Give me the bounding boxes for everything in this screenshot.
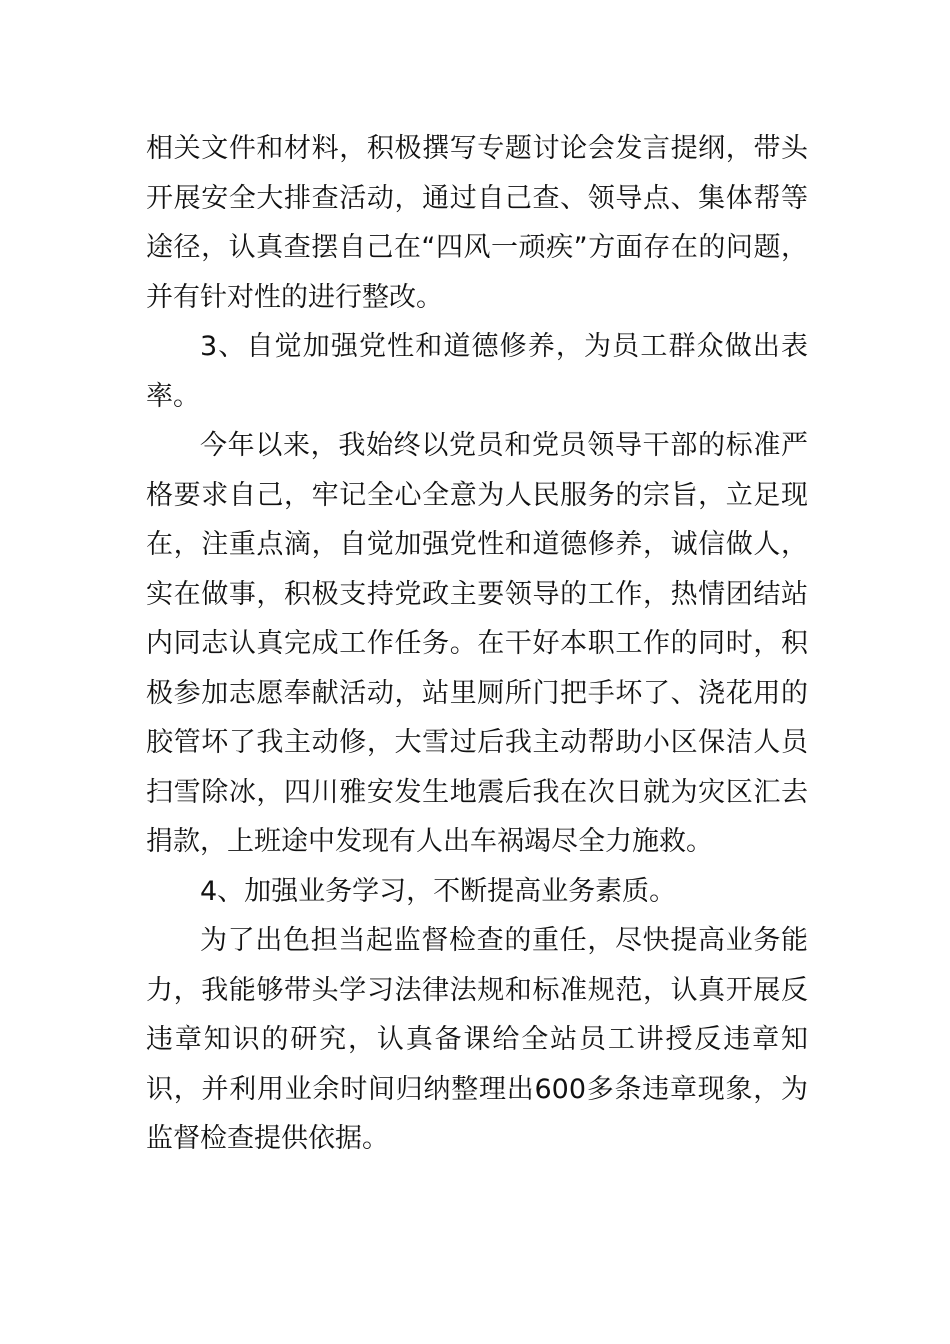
paragraph-body-3: 今年以来，我始终以党员和党员领导干部的标准严格要求自己，牢记全心全意为人民服务的宗旨，立足现在，注重点滴，自觉加强党性和道德修养，诚信做人，实在做事，积极支持党政主要领导的工作，热情团结站内同志认真完成工作任务。在干好本职工作的同时，积极参加志愿奉献活动，站里厕所门把手坏了、浇花用的胶管坏了我主动修，大雪过后我主动帮助小区保洁人员扫雪除冰，四川雅安发生地震后我在次日就为灾区汇去捐款，上班途中发现有人出车祸竭尽全力施救。 xyxy=(146,430,808,857)
document-body xyxy=(146,124,808,1164)
paragraph-continuation: 相关文件和材料，积极撰写专题讨论会发言提纲，带头开展安全大排查活动，通过自己查、领导点、集体帮等途径，认真查摆自己在“四风一顽疾”方面存在的问题，并有针对性的进行整改。 xyxy=(146,133,808,313)
paragraph-heading-4: 4、加强业务学习，不断提高业务素质。 xyxy=(200,875,677,907)
paragraph-heading-3: 3、自觉加强党性和道德修养，为员工群众做出表率。 xyxy=(146,331,808,412)
paragraph-body-4: 为了出色担当起监督检查的重任，尽快提高业务能力，我能够带头学习法律法规和标准规范，认真开展反违章知识的研究，认真备课给全站员工讲授反违章知识，并利用业余时间归纳整理出600多条违章现象，为监督检查提供依据。 xyxy=(146,925,808,1154)
